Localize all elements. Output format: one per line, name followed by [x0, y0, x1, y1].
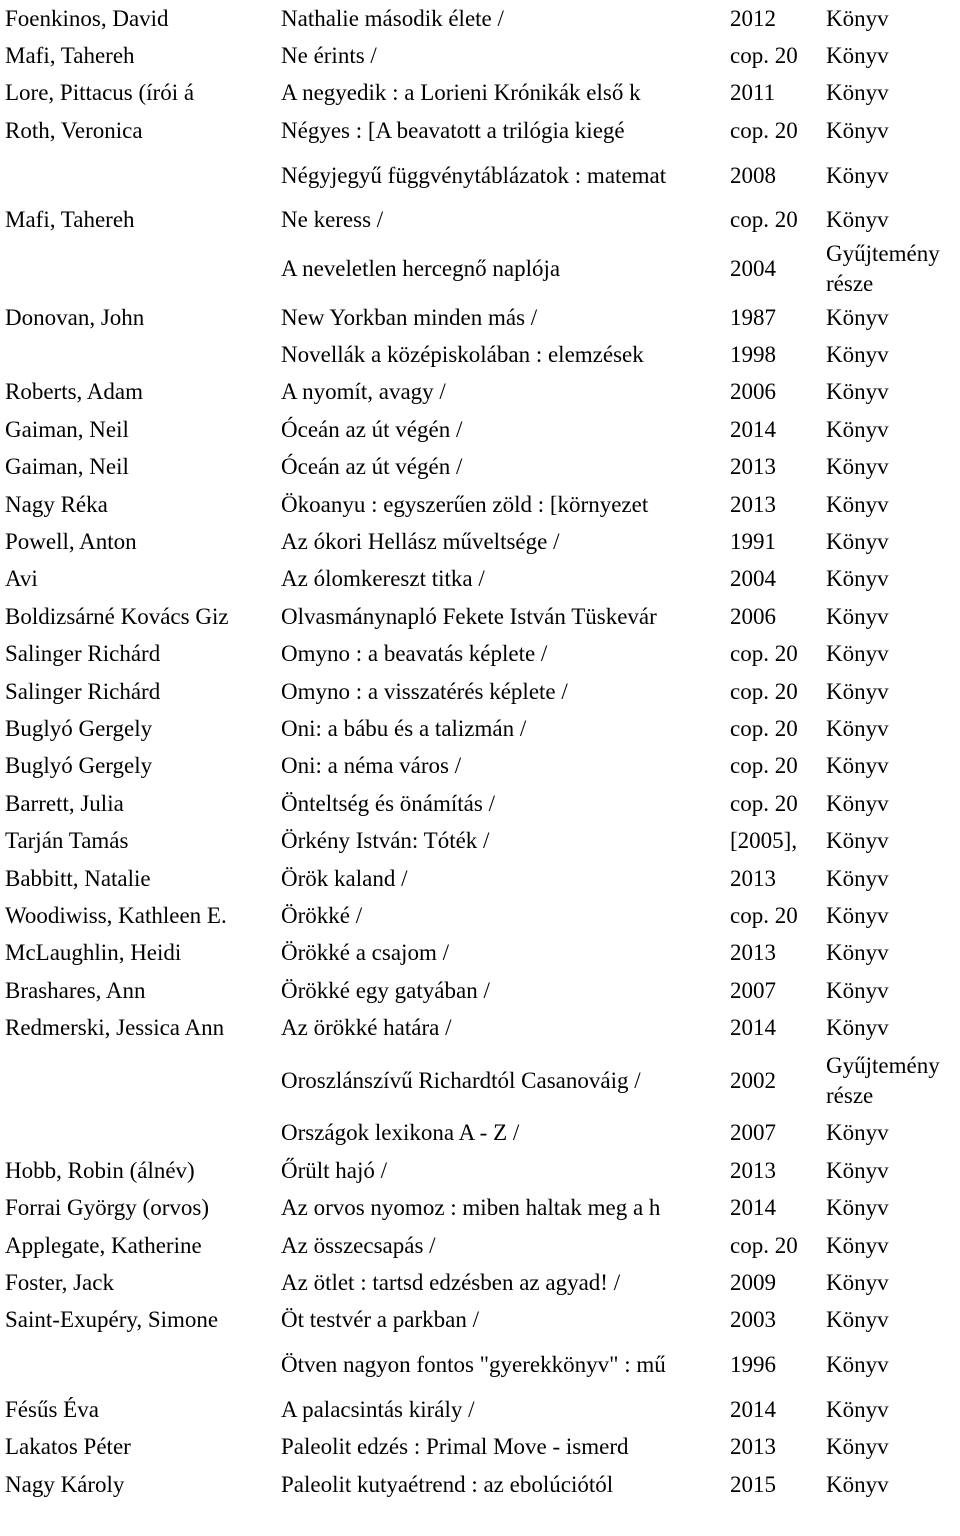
author-cell: Woodiwiss, Kathleen E.: [5, 902, 227, 928]
title-cell: Öt testvér a parkban /: [281, 1307, 479, 1333]
year-cell: 2014: [730, 1396, 776, 1422]
table-row: [0, 1115, 960, 1152]
author-cell: Foenkinos, David: [5, 5, 169, 31]
year-cell: 2007: [730, 1120, 776, 1146]
type-cell: Könyv: [826, 753, 889, 779]
year-cell: cop. 20: [730, 790, 798, 816]
type-cell: Könyv: [826, 416, 889, 442]
type-cell: Könyv: [826, 715, 889, 741]
title-cell: Az orvos nyomoz : miben haltak meg a h: [281, 1195, 661, 1221]
table-row: [0, 673, 960, 710]
title-cell: Örökké /: [281, 902, 363, 928]
type-cell: Könyv: [826, 1307, 889, 1333]
year-cell: 2003: [730, 1307, 776, 1333]
title-cell: Örökké egy gatyában /: [281, 977, 490, 1003]
title-cell: Oroszlánszívű Richardtól Casanováig /: [281, 1067, 641, 1093]
title-cell: Négyes : [A beavatott a trilógia kiegé: [281, 117, 625, 143]
table-row: [0, 411, 960, 448]
author-cell: Forrai György (orvos): [5, 1195, 209, 1221]
type-cell: Könyv: [826, 641, 889, 667]
author-cell: McLaughlin, Heidi: [5, 940, 182, 966]
table-row: [0, 785, 960, 822]
table-row: [0, 299, 960, 336]
year-cell: 1987: [730, 304, 776, 330]
year-cell: 2013: [730, 491, 776, 517]
title-cell: Örök kaland /: [281, 865, 408, 891]
table-row: [0, 635, 960, 672]
table-row: [0, 822, 960, 859]
table-row: [0, 75, 960, 112]
table-row: [0, 374, 960, 411]
author-cell: Foster, Jack: [5, 1270, 114, 1296]
year-cell: 2007: [730, 977, 776, 1003]
title-cell: Ne érints /: [281, 43, 377, 69]
type-cell: Könyv: [826, 454, 889, 480]
table-row: [0, 239, 960, 299]
type-cell: Könyv: [826, 1471, 889, 1497]
author-cell: Nagy Károly: [5, 1471, 125, 1497]
author-cell: Powell, Anton: [5, 528, 137, 554]
table-row: [0, 1264, 960, 1301]
type-cell: Könyv: [826, 491, 889, 517]
author-cell: [0, 1047, 275, 1115]
table-row: [0, 1190, 960, 1227]
title-cell: Önteltség és önámítás /: [281, 790, 495, 816]
year-cell: 2006: [730, 379, 776, 405]
type-cell: Könyv: [826, 1232, 889, 1258]
type-cell: Gyűjtemény része: [826, 240, 940, 296]
type-cell: Könyv: [826, 828, 889, 854]
author-cell: Avi: [5, 566, 38, 592]
table-row: [0, 1391, 960, 1428]
title-cell: Őrült hajó /: [281, 1157, 388, 1183]
title-cell: Ökoanyu : egyszerűen zöld : [környezet: [281, 491, 649, 517]
title-cell: A palacsintás király /: [281, 1396, 475, 1422]
author-cell: Babbitt, Natalie: [5, 865, 151, 891]
table-row: [0, 449, 960, 486]
table-row: [0, 710, 960, 747]
year-cell: 2014: [730, 1195, 776, 1221]
author-cell: Buglyó Gergely: [5, 715, 153, 741]
author-cell: Salinger Richárd: [5, 641, 161, 667]
title-cell: Paleolit kutyaétrend : az ebolúciótól: [281, 1471, 614, 1497]
type-cell: Könyv: [826, 977, 889, 1003]
year-cell: [2005],: [730, 828, 798, 854]
author-cell: Boldizsárné Kovács Giz: [5, 603, 229, 629]
title-cell: Óceán az út végén /: [281, 416, 463, 442]
table-row: [0, 150, 960, 202]
table-row: [0, 1009, 960, 1046]
title-cell: Oni: a bábu és a talizmán /: [281, 715, 527, 741]
type-cell: Könyv: [826, 902, 889, 928]
type-cell: Könyv: [826, 1157, 889, 1183]
author-cell: Roth, Veronica: [5, 117, 143, 143]
year-cell: 2004: [730, 566, 776, 592]
year-cell: 2004: [730, 255, 776, 281]
type-cell: Könyv: [826, 603, 889, 629]
title-cell: Az ötlet : tartsd edzésben az agyad! /: [281, 1270, 621, 1296]
title-cell: Az összecsapás /: [281, 1232, 436, 1258]
title-cell: Novellák a középiskolában : elemzések: [281, 342, 644, 368]
table-row: [0, 1302, 960, 1339]
type-cell: Könyv: [826, 678, 889, 704]
title-cell: Ötven nagyon fontos "gyerekkönyv" : mű: [281, 1352, 666, 1378]
author-cell: [0, 239, 275, 299]
type-cell: Könyv: [826, 379, 889, 405]
author-cell: Buglyó Gergely: [5, 753, 153, 779]
type-cell: Könyv: [826, 342, 889, 368]
type-cell: Könyv: [826, 1434, 889, 1460]
type-cell: Könyv: [826, 528, 889, 554]
author-cell: Redmerski, Jessica Ann: [5, 1015, 225, 1041]
year-cell: cop. 20: [730, 902, 798, 928]
title-cell: Négyjegyű függvénytáblázatok : matemat: [281, 162, 667, 188]
title-cell: Omyno : a beavatás képlete /: [281, 641, 548, 667]
type-cell: Könyv: [826, 80, 889, 106]
table-row: [0, 1429, 960, 1466]
table-row: [0, 748, 960, 785]
table-row: [0, 935, 960, 972]
author-cell: Roberts, Adam: [5, 379, 143, 405]
title-cell: A neveletlen hercegnő naplója: [281, 255, 561, 281]
title-cell: A nyomít, avagy /: [281, 379, 446, 405]
title-cell: A negyedik : a Lorieni Krónikák első k: [281, 80, 641, 106]
type-cell: Könyv: [826, 43, 889, 69]
year-cell: 1991: [730, 528, 776, 554]
title-cell: Örökké a csajom /: [281, 940, 449, 966]
author-cell: [0, 1339, 275, 1391]
title-cell: Az örökké határa /: [281, 1015, 452, 1041]
type-cell: Könyv: [826, 304, 889, 330]
type-cell: Könyv: [826, 790, 889, 816]
year-cell: 2014: [730, 1015, 776, 1041]
author-cell: [0, 336, 275, 373]
table-row: [0, 897, 960, 934]
type-cell: Könyv: [826, 1120, 889, 1146]
author-cell: Lakatos Péter: [5, 1434, 131, 1460]
author-cell: Brashares, Ann: [5, 977, 146, 1003]
year-cell: 2011: [730, 80, 776, 106]
title-cell: Az ólomkereszt titka /: [281, 566, 485, 592]
title-cell: Óceán az út végén /: [281, 454, 463, 480]
year-cell: cop. 20: [730, 207, 798, 233]
table-row: [0, 860, 960, 897]
title-cell: Omyno : a visszatérés képlete /: [281, 678, 568, 704]
year-cell: 2012: [730, 5, 776, 31]
author-cell: [0, 1115, 275, 1152]
table-row: [0, 523, 960, 560]
type-cell: Könyv: [826, 1270, 889, 1296]
table-row: [0, 202, 960, 239]
author-cell: Saint-Exupéry, Simone: [5, 1307, 219, 1333]
type-cell: Könyv: [826, 117, 889, 143]
year-cell: cop. 20: [730, 1232, 798, 1258]
author-cell: [0, 150, 275, 202]
title-cell: Nathalie második élete /: [281, 5, 504, 31]
year-cell: 2013: [730, 454, 776, 480]
year-cell: 1996: [730, 1352, 776, 1378]
table-row: [0, 1339, 960, 1391]
table-row: [0, 486, 960, 523]
type-cell: Könyv: [826, 566, 889, 592]
author-cell: Lore, Pittacus (írói á: [5, 80, 195, 106]
author-cell: Fésűs Éva: [5, 1396, 99, 1422]
title-cell: Olvasmánynapló Fekete István Tüskevár: [281, 603, 657, 629]
type-cell: Könyv: [826, 1352, 889, 1378]
type-cell: Könyv: [826, 1195, 889, 1221]
year-cell: 2013: [730, 1157, 776, 1183]
type-cell: Könyv: [826, 1396, 889, 1422]
table-row: [0, 0, 960, 37]
author-cell: Mafi, Tahereh: [5, 207, 135, 233]
type-cell: Könyv: [826, 207, 889, 233]
author-cell: Barrett, Julia: [5, 790, 124, 816]
table-row: [0, 598, 960, 635]
year-cell: 2015: [730, 1471, 776, 1497]
year-cell: 2013: [730, 865, 776, 891]
title-cell: Oni: a néma város /: [281, 753, 462, 779]
type-cell: Könyv: [826, 865, 889, 891]
type-cell: Gyűjtemény része: [826, 1052, 940, 1108]
year-cell: 2009: [730, 1270, 776, 1296]
table-row: [0, 1152, 960, 1189]
title-cell: Ne keress /: [281, 207, 384, 233]
table-row: [0, 37, 960, 74]
year-cell: 2013: [730, 1434, 776, 1460]
table-row: [0, 1466, 960, 1503]
year-cell: cop. 20: [730, 753, 798, 779]
title-cell: New Yorkban minden más /: [281, 304, 538, 330]
year-cell: 2014: [730, 416, 776, 442]
title-cell: Országok lexikona A - Z /: [281, 1120, 520, 1146]
year-cell: 2013: [730, 940, 776, 966]
year-cell: cop. 20: [730, 43, 798, 69]
title-cell: Paleolit edzés : Primal Move - ismerd: [281, 1434, 629, 1460]
table-row: [0, 972, 960, 1009]
type-cell: Könyv: [826, 1015, 889, 1041]
year-cell: 2002: [730, 1067, 776, 1093]
author-cell: Gaiman, Neil: [5, 454, 129, 480]
year-cell: cop. 20: [730, 117, 798, 143]
year-cell: 1998: [730, 342, 776, 368]
author-cell: Applegate, Katherine: [5, 1232, 202, 1258]
title-cell: Örkény István: Tóték /: [281, 828, 490, 854]
table-row: [0, 561, 960, 598]
type-cell: Könyv: [826, 162, 889, 188]
author-cell: Hobb, Robin (álnév): [5, 1157, 195, 1183]
year-cell: cop. 20: [730, 641, 798, 667]
table-row: [0, 1227, 960, 1264]
author-cell: Donovan, John: [5, 304, 145, 330]
year-cell: 2008: [730, 162, 776, 188]
type-cell: Könyv: [826, 5, 889, 31]
year-cell: 2006: [730, 603, 776, 629]
author-cell: Tarján Tamás: [5, 828, 129, 854]
title-cell: Az ókori Hellász műveltsége /: [281, 528, 560, 554]
table-row: [0, 336, 960, 373]
author-cell: Nagy Réka: [5, 491, 108, 517]
author-cell: Gaiman, Neil: [5, 416, 129, 442]
year-cell: cop. 20: [730, 678, 798, 704]
author-cell: Mafi, Tahereh: [5, 43, 135, 69]
author-cell: Salinger Richárd: [5, 678, 161, 704]
table-row: [0, 112, 960, 149]
table-row: [0, 1047, 960, 1115]
type-cell: Könyv: [826, 940, 889, 966]
year-cell: cop. 20: [730, 715, 798, 741]
